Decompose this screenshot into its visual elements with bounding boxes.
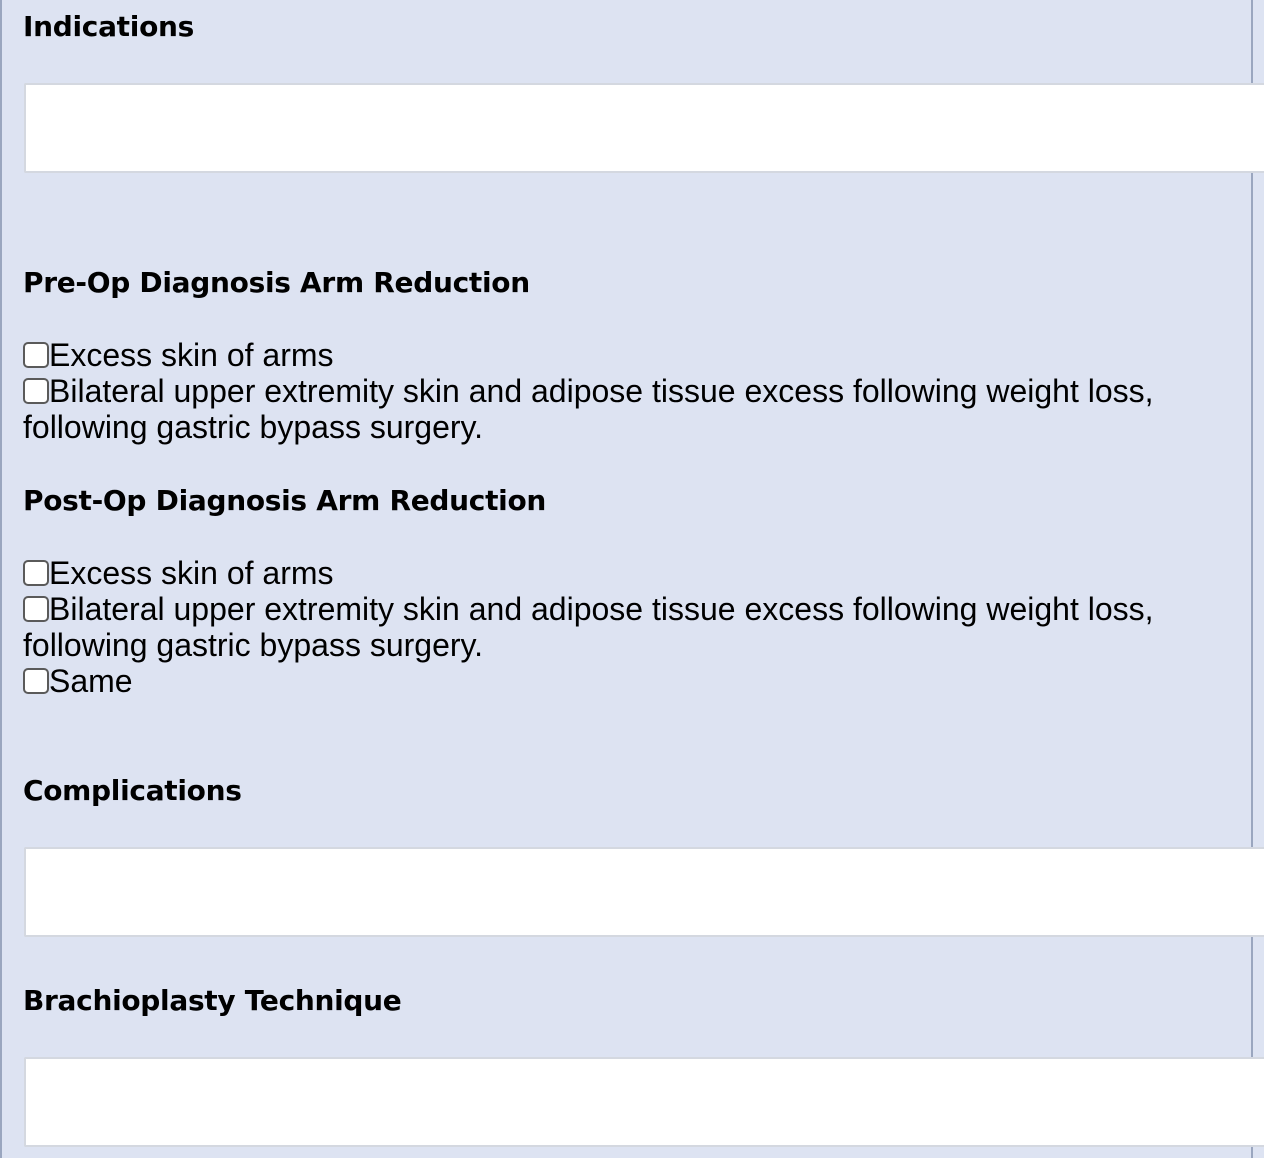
complications-heading: Complications xyxy=(23,774,242,807)
pre-op-excess-skin-label[interactable]: Excess skin of arms xyxy=(49,337,334,373)
post-op-diagnosis-heading: Post-Op Diagnosis Arm Reduction xyxy=(23,484,547,517)
post-op-option-excess-skin[interactable] xyxy=(23,555,1223,591)
pre-op-diagnosis-options xyxy=(23,337,1223,445)
post-op-diagnosis-options xyxy=(23,555,1223,699)
post-op-excess-skin-checkbox[interactable] xyxy=(23,560,49,586)
post-op-excess-skin-label[interactable]: Excess skin of arms xyxy=(49,555,334,591)
post-op-same-checkbox[interactable] xyxy=(23,668,49,694)
brachioplasty-technique-field[interactable] xyxy=(24,1057,1264,1147)
complications-field[interactable] xyxy=(24,847,1264,937)
indications-field[interactable] xyxy=(24,83,1264,173)
post-op-same-label[interactable]: Same xyxy=(49,663,133,699)
brachioplasty-technique-heading: Brachioplasty Technique xyxy=(23,984,402,1017)
pre-op-diagnosis-heading: Pre-Op Diagnosis Arm Reduction xyxy=(23,266,530,299)
pre-op-excess-skin-checkbox[interactable] xyxy=(23,342,49,368)
post-op-option-same[interactable] xyxy=(23,663,1223,699)
pre-op-bilateral-excess-checkbox[interactable] xyxy=(23,378,49,404)
post-op-option-bilateral-excess[interactable] xyxy=(23,591,1223,663)
panel-divider xyxy=(1251,0,1253,1158)
post-op-bilateral-excess-label[interactable]: Bilateral upper extremity skin and adipose tissue excess following weight loss, following gastric bypass surgery. xyxy=(23,591,1154,663)
pre-op-option-bilateral-excess[interactable] xyxy=(23,373,1223,445)
pre-op-option-excess-skin[interactable] xyxy=(23,337,1223,373)
post-op-bilateral-excess-checkbox[interactable] xyxy=(23,596,49,622)
indications-heading: Indications xyxy=(23,10,195,43)
pre-op-bilateral-excess-label[interactable]: Bilateral upper extremity skin and adipose tissue excess following weight loss, following gastric bypass surgery. xyxy=(23,373,1154,445)
